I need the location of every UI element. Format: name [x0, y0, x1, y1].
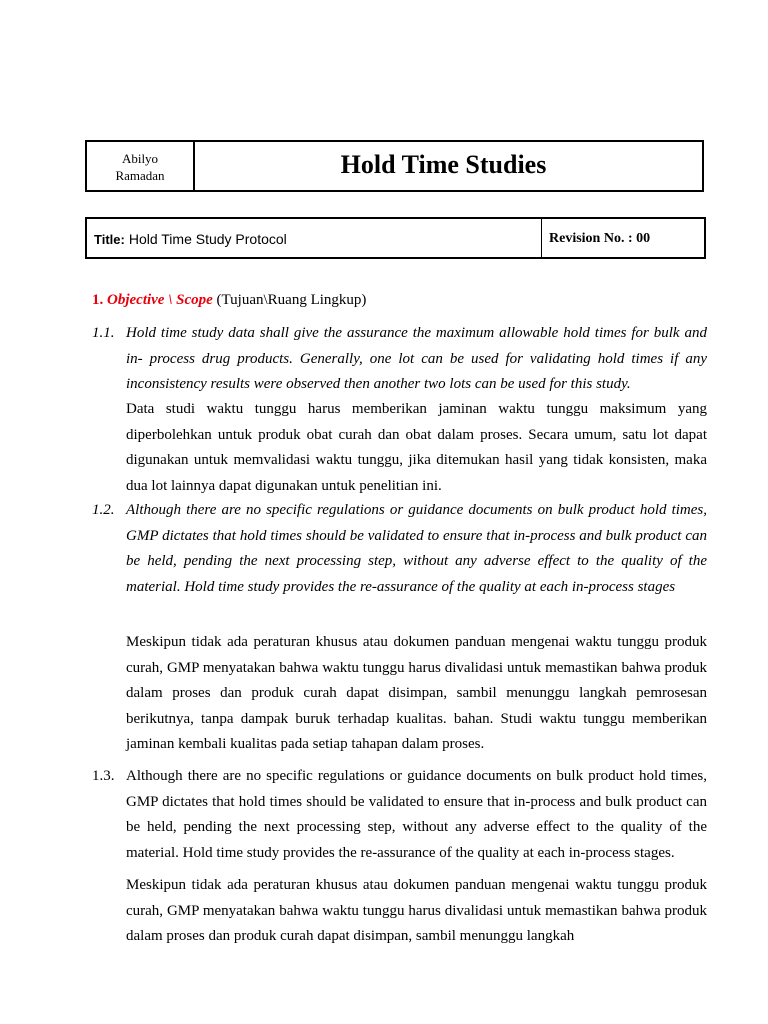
author-cell [87, 142, 195, 190]
item-indonesian-text: Meskipun tidak ada peraturan khusus atau dokumen panduan mengenai waktu tunggu produk curah, GMP menyatakan bahwa waktu tunggu harus divalidasi untuk memastikan bahwa produk dalam proses dan produk curah dapat disimpan, sambil menunggu langkah [126, 877, 707, 944]
item-number: 1.2. [92, 502, 115, 518]
title-block [85, 217, 706, 259]
section-subtitle: (Tujuan\Ruang Lingkup) [216, 292, 367, 308]
document-title: Hold Time Studies [340, 149, 547, 179]
section-title: Objective \ Scope [107, 292, 213, 308]
item-english-text: Although there are no specific regulations or guidance documents on bulk product hold times, GMP dictates that hold times should be validated to ensure that in-process and bulk product can be held, pending the next processing step, without any adverse effect to the quality of the material. Hold time study provides the re-assurance of the quality at each in-process stages [126, 502, 707, 595]
item-number: 1.1. [92, 325, 115, 341]
item-english-text: Hold time study data shall give the assurance the maximum allowable hold times for bulk and in- process drug products. Generally, one lot can be used for validating hold times if any inconsistency results were observed then another two lots can be used for this study. [126, 325, 707, 392]
item-indonesian-text: Meskipun tidak ada peraturan khusus atau dokumen panduan mengenai waktu tunggu produk curah, GMP menyatakan bahwa waktu tunggu harus divalidasi untuk memastikan bahwa produk dalam proses dan produk curah dapat disimpan, sambil menunggu langkah pemrosesan berikutnya, tanpa dampak buruk terhadap kualitas. bahan. Studi waktu tunggu memberikan jaminan kembali kualitas pada setiap tahapan dalam proses. [126, 634, 707, 752]
section-number: 1. [92, 292, 104, 308]
item-number: 1.3. [92, 768, 115, 784]
revision-number: Revision No. : 00 [549, 231, 651, 246]
item-indonesian-text: Data studi waktu tunggu harus memberikan jaminan waktu tunggu maksimum yang diperbolehkan untuk produk obat curah dan obat dalam proses. Secara umum, satu lot dapat digunakan untuk memvalidasi waktu tunggu, jika ditemukan hasil yang tidak konsisten, maka dua lot lainnya dapat digunakan untuk penelitian ini. [126, 401, 707, 494]
author-last-name: Ramadan [115, 168, 165, 183]
item-english-text: Although there are no specific regulations or guidance documents on bulk product hold times, GMP dictates that hold times should be validated to ensure that in-process and bulk product can be held, pending the next processing step, without any adverse effect to the quality of the material. Hold time study provides the re-assurance of the quality at each in-process stages. [126, 768, 707, 861]
title-value: Hold Time Study Protocol [128, 231, 287, 247]
author-first-name: Abilyo [121, 151, 159, 166]
document-header [85, 140, 704, 192]
title-label: Title: [94, 231, 125, 247]
section-heading [92, 292, 366, 309]
title-cell [87, 219, 542, 257]
